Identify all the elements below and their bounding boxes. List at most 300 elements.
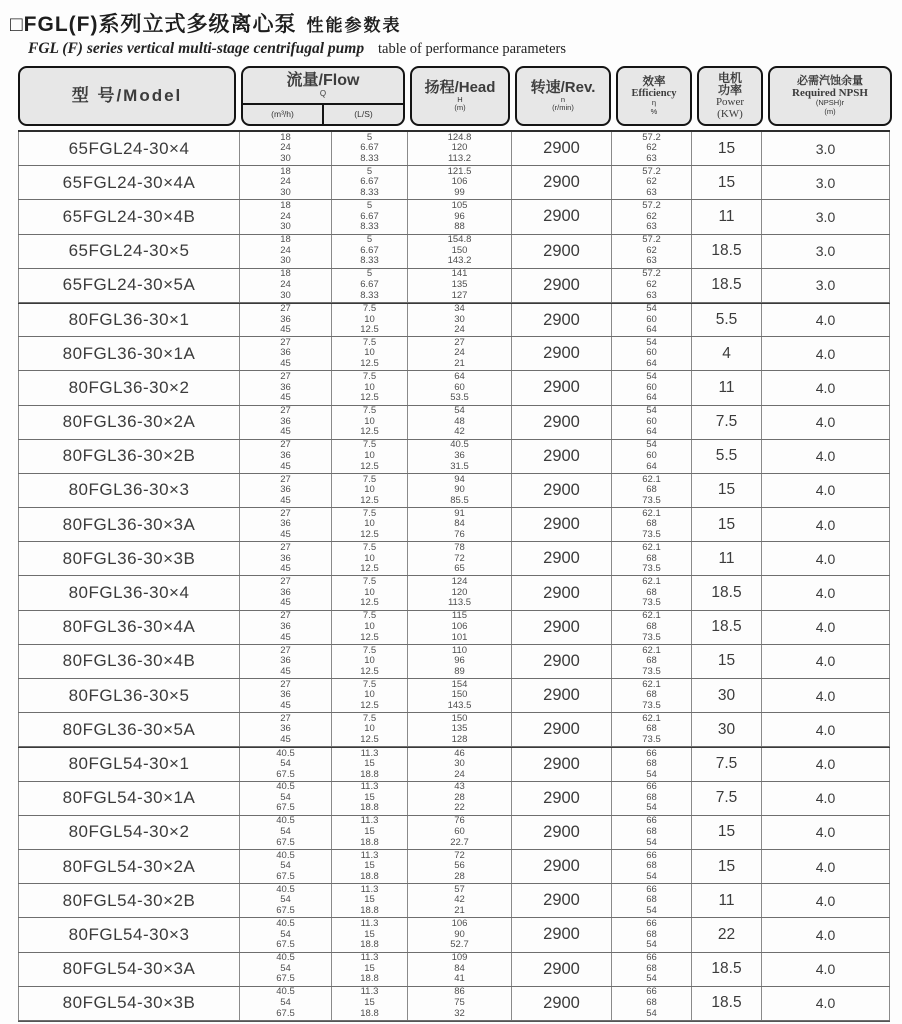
flow-m3h-cell (240, 576, 332, 609)
triplet-line: 7.5 (362, 508, 377, 519)
triplet-line: 10 (364, 586, 375, 598)
triplet-line: 73.5 (642, 665, 661, 677)
triplet-line: 64 (646, 426, 657, 438)
triplet-line: 12.5 (360, 358, 379, 370)
rev-cell (512, 576, 612, 609)
triplet-line: 30 (280, 255, 291, 267)
triplet-line: 40.5 (450, 439, 469, 451)
triplet-line: 66 (646, 884, 657, 895)
rev-value: 2900 (543, 207, 580, 226)
triplet-line: 7.5 (362, 644, 377, 656)
efficiency-cell (612, 679, 692, 712)
triplet-line: 91 (454, 508, 465, 519)
flow-m3h-cell (240, 132, 332, 165)
flow-m3h-cell (240, 713, 332, 746)
triplet-line: 10 (364, 484, 375, 496)
flow-ls-cell (332, 371, 408, 404)
power-value: 5.5 (715, 447, 738, 465)
rev-value: 2900 (543, 891, 580, 910)
model-cell (18, 713, 240, 746)
model-label: 80FGL36-30×2A (62, 412, 196, 432)
efficiency-cell (612, 406, 692, 439)
triplet-line: 24 (280, 210, 291, 222)
triplet-line: 18 (280, 234, 291, 246)
model-cell (18, 132, 240, 165)
header-rev (515, 66, 611, 126)
flow-m3h-cell (240, 304, 332, 336)
triplet-line: 109 (451, 952, 468, 964)
triplet-line: 73.5 (642, 563, 661, 575)
header-efficiency (616, 66, 692, 126)
triplet-line: 45 (280, 324, 291, 336)
flow-ls-cell (332, 987, 408, 1020)
triplet-line: 10 (364, 313, 375, 325)
head-cell (408, 987, 512, 1020)
flow-m3h-cell (240, 406, 332, 439)
header-flow (241, 66, 405, 126)
triplet-line: 36 (454, 449, 465, 461)
header-power-unit: (KW) (717, 107, 743, 120)
rev-value: 2900 (543, 754, 580, 773)
triplet-line: 6.67 (360, 244, 379, 256)
flow-m3h-cell (240, 987, 332, 1020)
triplet-line: 124.8 (447, 132, 472, 143)
triplet-line: 28 (454, 791, 465, 803)
npsh-cell (762, 474, 890, 507)
triplet-line: 64 (454, 371, 465, 383)
power-cell (692, 816, 762, 849)
power-cell (692, 166, 762, 199)
rev-cell (512, 337, 612, 370)
model-cell (18, 918, 240, 951)
table-row (18, 679, 890, 713)
efficiency-cell (612, 371, 692, 404)
triplet-line: 8.33 (360, 289, 379, 301)
power-value: 7.5 (715, 789, 738, 807)
triplet-line: 10 (364, 381, 375, 393)
npsh-value: 4.0 (815, 721, 836, 738)
triplet-line: 68 (646, 894, 657, 906)
triplet-line: 106 (451, 918, 468, 930)
rev-value: 2900 (543, 720, 580, 739)
head-cell (408, 371, 512, 404)
power-cell (692, 371, 762, 404)
table-row (18, 406, 890, 440)
triplet-line: 143.5 (447, 699, 472, 711)
model-cell (18, 166, 240, 199)
triplet-line: 24 (280, 142, 291, 154)
model-cell (18, 371, 240, 404)
npsh-cell (762, 884, 890, 917)
triplet-line: 54 (280, 996, 291, 1008)
rev-value: 2900 (543, 275, 580, 294)
triplet-line: 63 (646, 187, 657, 199)
triplet-line: 15 (364, 758, 375, 770)
triplet-line: 84 (454, 962, 465, 974)
npsh-value: 4.0 (815, 345, 836, 362)
power-cell (692, 235, 762, 268)
triplet-line: 66 (646, 748, 657, 759)
triplet-line: 76 (454, 528, 465, 540)
npsh-value: 4.0 (815, 550, 836, 567)
page-title-suffix: 性能参数表 (306, 16, 402, 35)
head-cell (408, 508, 512, 541)
power-cell (692, 645, 762, 678)
table-row (18, 200, 890, 234)
model-cell (18, 816, 240, 849)
triplet-line: 86 (454, 986, 465, 998)
triplet-line: 40.5 (276, 986, 295, 998)
triplet-line: 54 (646, 405, 657, 417)
triplet-line: 54 (646, 802, 657, 814)
power-cell (692, 850, 762, 883)
npsh-value: 3.0 (815, 243, 836, 260)
triplet-line: 66 (646, 849, 657, 861)
flow-ls-cell (332, 576, 408, 609)
triplet-line: 66 (646, 952, 657, 964)
npsh-cell (762, 645, 890, 678)
triplet-line: 7.5 (362, 337, 377, 348)
triplet-line: 113.5 (447, 597, 472, 609)
triplet-line: 7.5 (362, 542, 377, 553)
power-value: 30 (717, 720, 736, 738)
power-cell (692, 987, 762, 1020)
npsh-cell (762, 406, 890, 439)
model-cell (18, 782, 240, 815)
power-value: 15 (717, 857, 736, 875)
triplet-line: 64 (646, 324, 657, 336)
npsh-cell (762, 337, 890, 370)
triplet-line: 27 (280, 576, 291, 588)
triplet-line: 45 (280, 460, 291, 472)
npsh-cell (762, 166, 890, 199)
triplet-line: 24 (280, 244, 291, 256)
triplet-line: 67.5 (276, 905, 295, 917)
triplet-line: 36 (280, 381, 291, 393)
triplet-line: 94 (454, 473, 465, 485)
triplet-line: 68 (646, 689, 657, 701)
model-label: 80FGL36-30×4A (62, 617, 196, 637)
table-row (18, 132, 890, 166)
triplet-line: 18.8 (360, 836, 379, 848)
triplet-line: 18.8 (360, 905, 379, 917)
flow-ls-cell (332, 304, 408, 336)
triplet-line: 10 (364, 552, 375, 564)
triplet-line: 12.5 (360, 426, 379, 438)
page-subtitle (28, 40, 902, 58)
rev-value: 2900 (543, 310, 580, 329)
triplet-line: 18.8 (360, 939, 379, 951)
table-row (18, 850, 890, 884)
triplet-line: 67.5 (276, 1007, 295, 1019)
triplet-line: 57.2 (642, 234, 661, 246)
table-row (18, 508, 890, 542)
triplet-line: 90 (454, 928, 465, 940)
rev-cell (512, 713, 612, 746)
triplet-line: 88 (454, 221, 465, 233)
triplet-line: 52.7 (450, 939, 469, 951)
efficiency-cell (612, 782, 692, 815)
power-cell (692, 132, 762, 165)
header-head-unit: (m) (454, 102, 466, 112)
npsh-cell (762, 200, 890, 233)
power-value: 15 (717, 823, 736, 841)
triplet-line: 150 (451, 713, 468, 724)
triplet-line: 62.1 (642, 576, 661, 588)
page-title-cn: □FGL(F)系列立式多级离心泵 (10, 13, 297, 36)
triplet-line: 106 (451, 620, 468, 632)
power-cell (692, 884, 762, 917)
table-row (18, 235, 890, 269)
power-value: 11 (718, 207, 735, 225)
triplet-line: 6.67 (360, 279, 379, 291)
triplet-line: 54 (646, 768, 657, 780)
triplet-line: 56 (454, 860, 465, 872)
power-cell (692, 406, 762, 439)
rev-value: 2900 (543, 686, 580, 705)
efficiency-cell (612, 269, 692, 302)
flow-ls-cell (332, 816, 408, 849)
efficiency-cell (612, 816, 692, 849)
triplet-line: 89 (454, 665, 465, 677)
model-label: 80FGL36-30×3A (62, 514, 196, 534)
header-head (410, 66, 510, 126)
table-row (18, 337, 890, 371)
npsh-value: 3.0 (815, 277, 836, 294)
npsh-value: 4.0 (815, 961, 836, 978)
triplet-line: 45 (280, 426, 291, 438)
triplet-line: 27 (280, 405, 291, 417)
npsh-cell (762, 371, 890, 404)
triplet-line: 154.8 (447, 234, 472, 246)
triplet-line: 15 (364, 860, 375, 872)
table-row (18, 303, 890, 337)
rev-value: 2900 (543, 139, 580, 158)
triplet-line: 60 (646, 313, 657, 325)
triplet-line: 45 (280, 631, 291, 643)
triplet-line: 27 (280, 542, 291, 553)
triplet-line: 68 (646, 860, 657, 872)
table-row (18, 474, 890, 508)
flow-m3h-cell (240, 371, 332, 404)
triplet-line: 66 (646, 781, 657, 793)
triplet-line: 27 (280, 508, 291, 519)
triplet-line: 6.67 (360, 176, 379, 188)
npsh-cell (762, 440, 890, 473)
flow-ls-cell (332, 406, 408, 439)
rev-value: 2900 (543, 617, 580, 636)
efficiency-cell (612, 713, 692, 746)
flow-ls-cell (332, 200, 408, 233)
triplet-line: 54 (646, 371, 657, 383)
efficiency-cell (612, 850, 692, 883)
triplet-line: 30 (454, 313, 465, 325)
triplet-line: 45 (280, 563, 291, 575)
triplet-line: 63 (646, 221, 657, 233)
triplet-line: 68 (646, 962, 657, 974)
table-row (18, 371, 890, 405)
triplet-line: 90 (454, 484, 465, 496)
power-value: 30 (717, 686, 736, 704)
efficiency-cell (612, 440, 692, 473)
triplet-line: 75 (454, 996, 465, 1008)
flow-m3h-cell (240, 884, 332, 917)
header-power-cn2: 功率 (717, 83, 742, 98)
triplet-line: 11.3 (360, 748, 379, 759)
triplet-line: 63 (646, 289, 657, 301)
triplet-line: 11.3 (360, 849, 379, 861)
model-label: 80FGL36-30×1 (68, 310, 190, 330)
rev-cell (512, 850, 612, 883)
table-header (18, 66, 902, 126)
triplet-line: 68 (646, 928, 657, 940)
rev-value: 2900 (543, 959, 580, 978)
npsh-cell (762, 269, 890, 302)
triplet-line: 62.1 (642, 644, 661, 656)
triplet-line: 54 (646, 939, 657, 951)
triplet-line: 45 (280, 392, 291, 404)
triplet-line: 99 (454, 187, 465, 199)
triplet-line: 6.67 (360, 210, 379, 222)
triplet-line: 30 (280, 221, 291, 233)
npsh-value: 4.0 (815, 448, 836, 465)
efficiency-cell (612, 337, 692, 370)
model-label: 80FGL36-30×3B (62, 548, 196, 568)
triplet-line: 62.1 (642, 542, 661, 553)
triplet-line: 60 (646, 381, 657, 393)
power-cell (692, 200, 762, 233)
header-rev-symbol: n (560, 94, 566, 104)
header-npsh-cn: 必需汽蚀余量 (797, 75, 863, 88)
flow-m3h-cell (240, 200, 332, 233)
triplet-line: 30 (280, 289, 291, 301)
power-value: 15 (717, 515, 736, 533)
triplet-line: 57.2 (642, 166, 661, 177)
header-rev-unit: (r/min) (552, 102, 574, 112)
rev-cell (512, 269, 612, 302)
triplet-line: 135 (451, 723, 468, 735)
flow-ls-cell (332, 850, 408, 883)
triplet-line: 42 (454, 894, 465, 906)
triplet-line: 67.5 (276, 939, 295, 951)
header-power-en: Power (715, 96, 745, 109)
rev-cell (512, 132, 612, 165)
triplet-line: 11.3 (360, 952, 379, 964)
head-cell (408, 132, 512, 165)
triplet-line: 8.33 (360, 187, 379, 199)
triplet-line: 7.5 (362, 405, 377, 417)
triplet-line: 15 (364, 996, 375, 1008)
triplet-line: 78 (454, 542, 465, 553)
triplet-line: 5 (366, 166, 373, 177)
triplet-line: 18.8 (360, 973, 379, 985)
triplet-line: 67.5 (276, 802, 295, 814)
npsh-value: 3.0 (815, 208, 836, 225)
triplet-line: 68 (646, 655, 657, 667)
power-cell (692, 679, 762, 712)
triplet-line: 54 (280, 860, 291, 872)
table-row (18, 645, 890, 679)
head-cell (408, 406, 512, 439)
npsh-value: 4.0 (815, 585, 836, 602)
model-cell (18, 884, 240, 917)
npsh-value: 4.0 (815, 619, 836, 636)
table-row (18, 576, 890, 610)
header-flow-unit-m3h: (m³/h) (243, 105, 324, 124)
flow-m3h-cell (240, 782, 332, 815)
triplet-line: 36 (280, 313, 291, 325)
rev-value: 2900 (543, 857, 580, 876)
rev-cell (512, 645, 612, 678)
head-cell (408, 816, 512, 849)
triplet-line: 18 (280, 200, 291, 212)
triplet-line: 73.5 (642, 734, 661, 746)
efficiency-cell (612, 166, 692, 199)
triplet-line: 18.8 (360, 802, 379, 814)
head-cell (408, 269, 512, 302)
triplet-line: 96 (454, 655, 465, 667)
triplet-line: 73.5 (642, 494, 661, 506)
model-cell (18, 440, 240, 473)
efficiency-cell (612, 918, 692, 951)
triplet-line: 73.5 (642, 631, 661, 643)
model-label: 80FGL54-30×1 (68, 754, 190, 774)
triplet-line: 15 (364, 791, 375, 803)
header-eff-cn: 效率 (642, 76, 666, 89)
triplet-line: 62 (646, 142, 657, 154)
table-row (18, 918, 890, 952)
triplet-line: 45 (280, 597, 291, 609)
triplet-line: 67.5 (276, 836, 295, 848)
npsh-value: 4.0 (815, 379, 836, 396)
triplet-line: 36 (280, 723, 291, 735)
triplet-line: 7.5 (362, 371, 377, 383)
head-cell (408, 884, 512, 917)
rev-value: 2900 (543, 788, 580, 807)
npsh-cell (762, 782, 890, 815)
triplet-line: 65 (454, 563, 465, 575)
triplet-line: 36 (280, 415, 291, 427)
rev-cell (512, 884, 612, 917)
rev-value: 2900 (543, 412, 580, 431)
flow-ls-cell (332, 474, 408, 507)
triplet-line: 45 (280, 494, 291, 506)
triplet-line: 24 (454, 324, 465, 336)
head-cell (408, 713, 512, 746)
npsh-value: 4.0 (815, 926, 836, 943)
triplet-line: 150 (451, 689, 468, 701)
rev-cell (512, 200, 612, 233)
model-cell (18, 679, 240, 712)
triplet-line: 54 (646, 836, 657, 848)
triplet-line: 8.33 (360, 221, 379, 233)
npsh-cell (762, 235, 890, 268)
power-cell (692, 576, 762, 609)
efficiency-cell (612, 987, 692, 1020)
triplet-line: 12.5 (360, 528, 379, 540)
flow-ls-cell (332, 166, 408, 199)
table-row (18, 713, 890, 747)
triplet-line: 27 (280, 473, 291, 485)
power-value: 15 (717, 481, 736, 499)
model-cell (18, 748, 240, 780)
triplet-line: 36 (280, 347, 291, 359)
triplet-line: 10 (364, 655, 375, 667)
rev-cell (512, 611, 612, 644)
triplet-line: 57.2 (642, 132, 661, 143)
power-value: 18.5 (711, 960, 742, 978)
npsh-cell (762, 576, 890, 609)
